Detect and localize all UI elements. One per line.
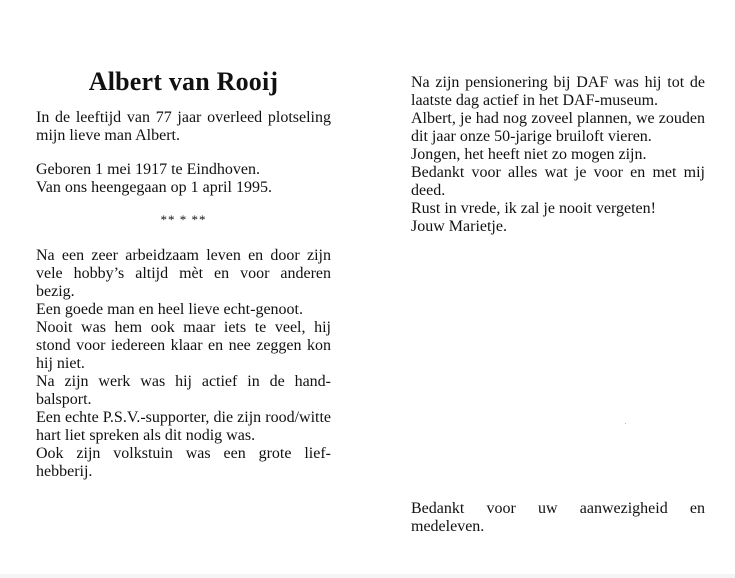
paper-speck xyxy=(625,423,626,424)
right-paragraph-2: Albert, je had nog zoveel plannen, we zouden dit jaar onze 50-jarige bruiloft vieren. xyxy=(411,110,705,145)
memorial-paragraph-4: Na zijn werk was hij actief in de hand-balsport. xyxy=(36,373,331,408)
signature-line: Jouw Marietje. xyxy=(411,218,507,235)
born-text: Geboren 1 mei 1917 te Eindhoven. xyxy=(36,161,260,178)
died-text: Van ons heengegaan op 1 april 1995. xyxy=(36,179,272,196)
card-bottom-edge xyxy=(0,574,735,578)
birth-line xyxy=(36,161,331,197)
deceased-name: Albert van Rooij xyxy=(88,67,279,96)
memorial-paragraph-1: Na een zeer arbeidzaam leven en door zijn vele hobby’s altijd mèt en voor anderen bezig. xyxy=(36,247,331,300)
separator-stars: ** * ** xyxy=(160,212,207,227)
right-paragraph-4: Bedankt voor alles wat je voor en met mij deed. xyxy=(411,164,705,199)
right-column xyxy=(411,74,705,236)
intro-text: In de leeftijd van 77 jaar overleed plotseling mijn lieve man Albert. xyxy=(36,109,331,144)
memorial-paragraph-2: Een goede man en heel lieve echt-genoot. xyxy=(36,301,303,318)
left-column xyxy=(36,68,331,481)
memorial-paragraph-6: Ook zijn volkstuin was een grote lief-hebberij. xyxy=(36,445,331,480)
memorial-paragraph-3: Nooit was hem ook maar iets te veel, hij stond voor iedereen klaar en nee zeggen kon hij niet. xyxy=(36,319,331,372)
right-paragraph-3: Jongen, het heeft niet zo mogen zijn. xyxy=(411,146,647,163)
right-paragraph-5: Rust in vrede, ik zal je nooit vergeten! xyxy=(411,200,656,217)
right-paragraph-1: Na zijn pensionering bij DAF was hij tot de laatste dag actief in het DAF-museum. xyxy=(411,74,705,109)
closing-thanks: Bedankt voor uw aanwezigheid en medeleven. xyxy=(411,500,705,535)
memorial-paragraph-5: Een echte P.S.V.-supporter, die zijn rood/witte hart liet spreken als dit nodig was. xyxy=(36,409,331,444)
